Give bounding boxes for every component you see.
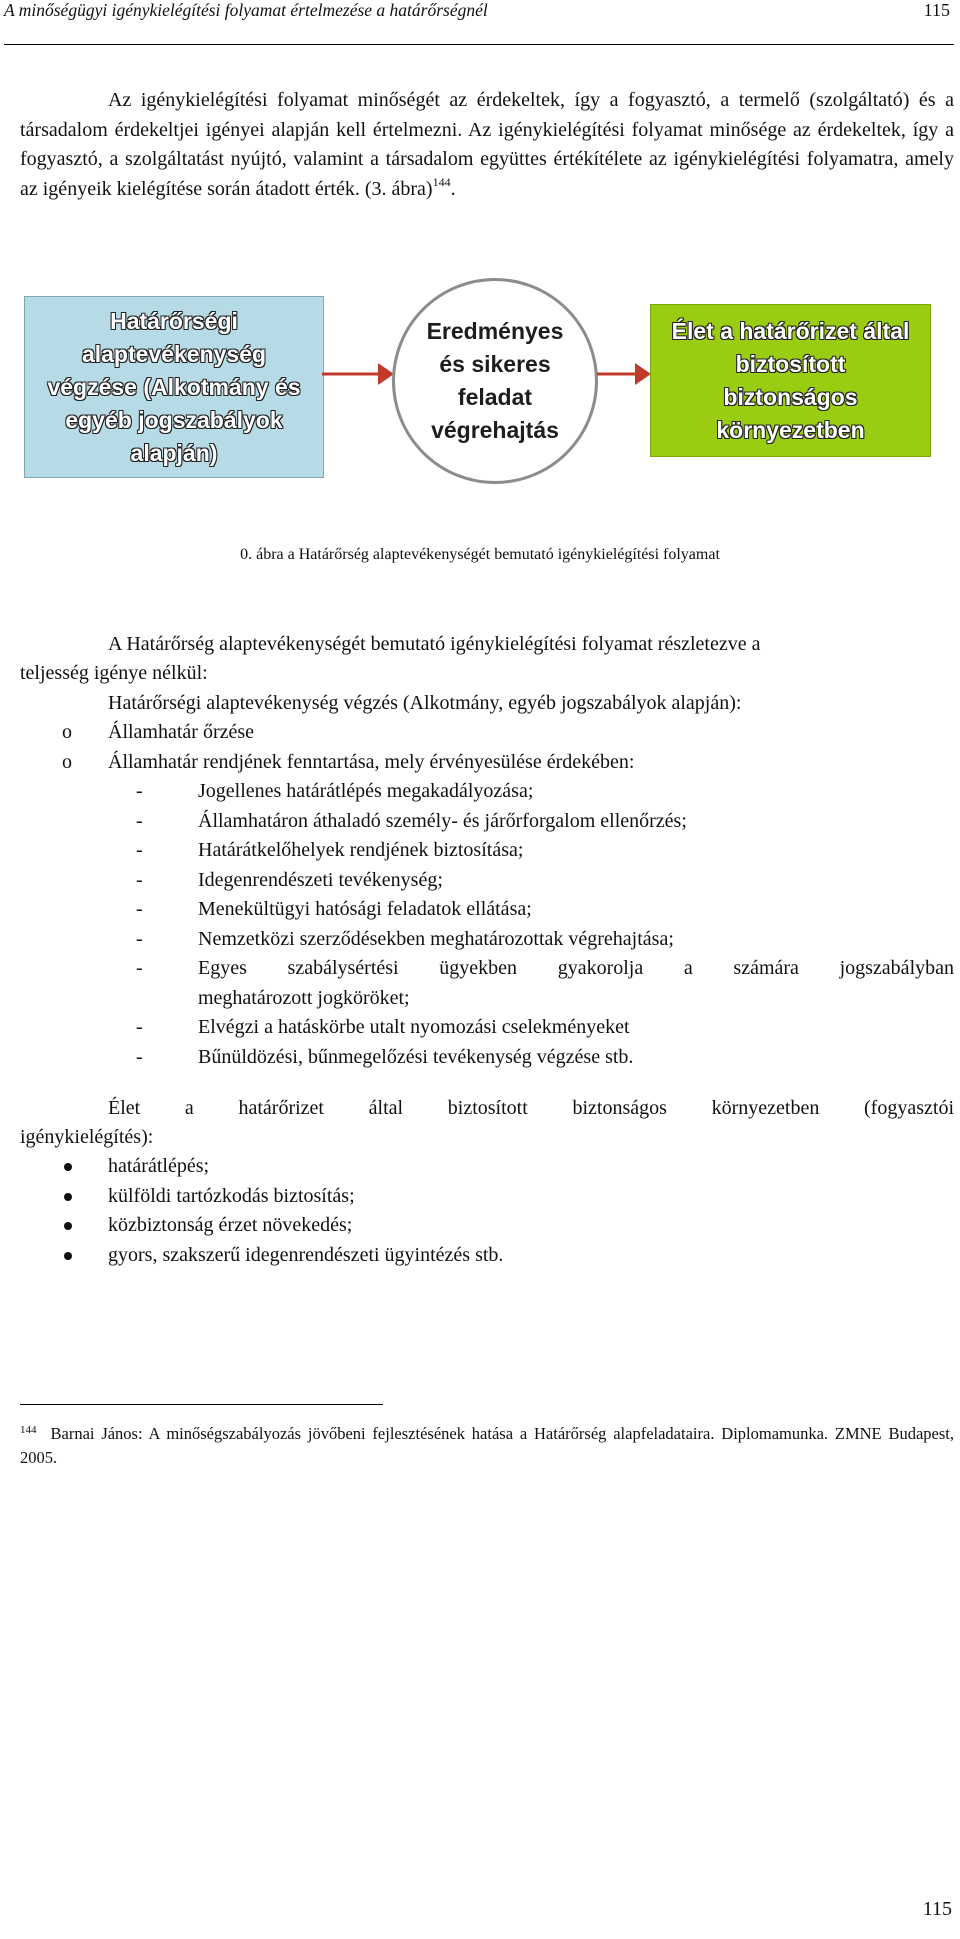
middle-line-3: feladat — [457, 384, 533, 410]
intro-end: . — [450, 177, 456, 200]
right-line-2: biztosított — [735, 350, 846, 377]
dash-marker: - — [136, 839, 143, 861]
dash-marker: - — [136, 928, 143, 950]
dash-marker: - — [136, 869, 143, 891]
subitem-9: Bűnüldözési, bűnmegelőzési tevékenység végzése stb. — [198, 1046, 634, 1068]
dash-marker: - — [136, 1016, 143, 1038]
subitem-7-continued: meghatározott jogköröket; — [198, 987, 410, 1009]
circle-marker: o — [62, 751, 72, 773]
header-title: A minőségügyi igénykielégítési folyamat értelmezése a határőrségnél — [4, 0, 488, 20]
diagram-middle-circle — [392, 278, 598, 484]
bullet-dot — [64, 1193, 72, 1201]
middle-line-2: és sikeres — [439, 351, 551, 377]
dash-marker: - — [136, 810, 143, 832]
subitem-2: Államhatáron áthaladó személy- és járőrforgalom ellenőrzés; — [198, 810, 687, 832]
subitem-7: Egyes szabálysértési ügyekben gyakorolja a számára jogszabályban — [198, 957, 954, 979]
subitem-8: Elvégzi a hatáskörbe utalt nyomozási cselekményeket — [198, 1016, 630, 1038]
subitem-6: Nemzetközi szerződésekben meghatározottak végrehajtása; — [198, 928, 674, 950]
bullet-item-4: gyors, szakszerű idegenrendészeti ügyintézés stb. — [108, 1244, 504, 1266]
footnote-number: 144 — [20, 1424, 37, 1436]
left-line-4: egyéb jogszabályok — [65, 406, 283, 433]
footnote-text: Barnai János: A minőségszabályozás jövőbeni fejlesztésének hatása a Határőrség alapfeladataira. Diplomamunka. ZMNE Budapest, 2005. — [20, 1424, 954, 1467]
bottom-page-number: 115 — [922, 1898, 952, 1920]
diagram-left-box — [24, 296, 324, 478]
dash-marker: - — [136, 957, 143, 979]
section1-heading: Határőrségi alaptevékenység végzés (Alkotmány, egyéb jogszabályok alapján): — [108, 692, 742, 714]
bullet-dot — [64, 1163, 72, 1171]
section2-intro-line2: igénykielégítés): — [20, 1126, 154, 1148]
bullet-item-2: külföldi tartózkodás biztosítás; — [108, 1185, 355, 1207]
subitem-3: Határátkelőhelyek rendjének biztosítása; — [198, 839, 524, 861]
arrow-middle-to-right — [597, 356, 653, 392]
left-line-3: végzése (Alkotmány és — [47, 373, 301, 400]
dash-marker: - — [136, 898, 143, 920]
right-line-3: biztonságos — [723, 383, 858, 410]
subitem-5: Menekültügyi hatósági feladatok ellátása; — [198, 898, 532, 920]
dash-marker: - — [136, 1046, 143, 1068]
intro-paragraph — [20, 86, 954, 204]
right-line-4: környezetben — [716, 416, 865, 443]
bullet-item-3: közbiztonság érzet növekedés; — [108, 1214, 353, 1236]
arrow-left-to-middle — [322, 356, 396, 392]
section1-item2: Államhatár rendjének fenntartása, mely érvényesülése érdekében: — [108, 751, 635, 773]
left-line-5: alapján) — [130, 439, 218, 466]
bullet-item-1: határátlépés; — [108, 1155, 210, 1177]
diagram-right-box — [650, 304, 931, 457]
dash-marker: - — [136, 780, 143, 802]
footnote-divider — [20, 1404, 383, 1405]
section1-item1: Államhatár őrzése — [108, 721, 255, 743]
middle-line-4: végrehajtás — [431, 417, 559, 443]
header-page-number: 115 — [923, 0, 950, 20]
bullet-dot — [64, 1252, 72, 1260]
figure-caption: 0. ábra a Határőrség alaptevékenységét bemutató igénykielégítési folyamat — [240, 546, 720, 563]
section1-intro-line1: A Határőrség alaptevékenységét bemutató igénykielégítési folyamat részletezve a — [108, 633, 761, 655]
bullet-dot — [64, 1222, 72, 1230]
footnote — [20, 1418, 954, 1470]
circle-marker: o — [62, 721, 72, 743]
middle-line-1: Eredményes — [426, 318, 564, 344]
section1-intro-line2: teljesség igénye nélkül: — [20, 662, 208, 684]
left-line-2: alaptevékenység — [81, 340, 267, 367]
footnote-ref: 144 — [432, 174, 451, 189]
right-line-1: Élet a határőrizet által — [671, 317, 910, 344]
left-line-1: Határőrségi — [110, 307, 238, 334]
intro-text: Az igénykielégítési folyamat minőségét az érdekeltek, így a fogyasztó, a termelő (szolgáltató) és a társadalom érdekeltjei igényei alapján kell értelmezni. Az igénykielégítési folyamat minősége az érdekeltek, így a fogyasztó, a szolgáltatást nyújtó, valamint a társadalom együttes értékítélete az igénykielégítési folyamatra, amely az igényeik kielégítése során átadott érték. (3. ábra) — [20, 89, 954, 200]
section2-intro-line1: Élet a határőrizet által biztosított biztonságos környezetben (fogyasztói — [108, 1097, 954, 1119]
subitem-1: Jogellenes határátlépés megakadályozása; — [198, 780, 534, 802]
page-header — [4, 0, 954, 45]
subitem-4: Idegenrendészeti tevékenység; — [198, 869, 443, 891]
